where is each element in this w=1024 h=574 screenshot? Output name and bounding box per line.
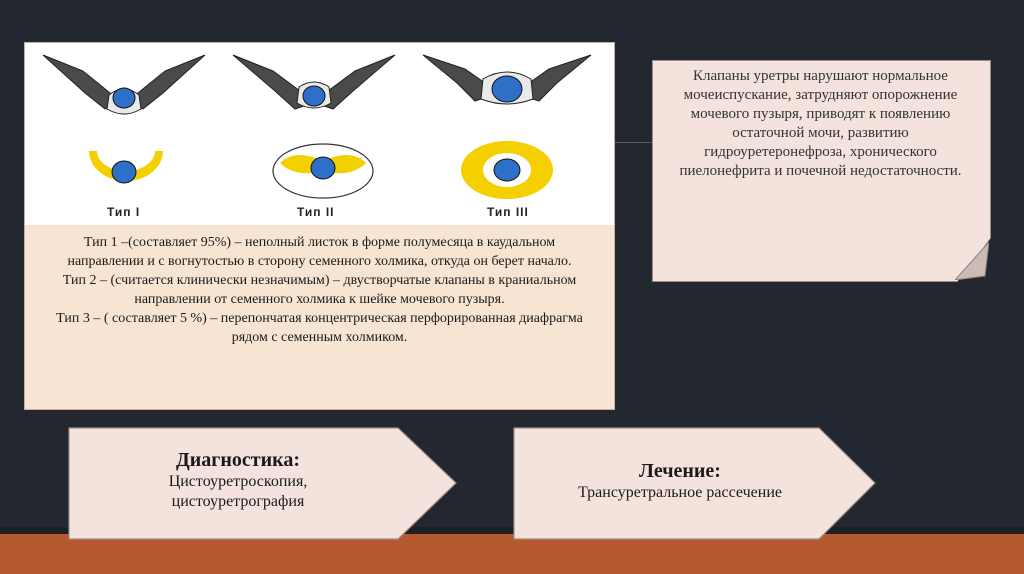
type-2-anatomy xyxy=(233,55,395,109)
valve-types-panel xyxy=(24,42,615,410)
connector-line xyxy=(615,142,657,143)
type-3-description: Тип 3 – ( составляет 5 %) – перепончатая концентрическая перфорированная диафрагма рядом с семенным холмиком. xyxy=(56,311,583,345)
diagnostics-line-1: Цистоуретроскопия, xyxy=(168,473,308,490)
note-text: Клапаны уретры нарушают нормальное мочеиспускание, затрудняют опорожнение мочевого пузыря, приводят к появлению остаточной мочи, развитию гидроуретеронефроза, хронического пиелонефрита и почечной недостаточности. xyxy=(679,68,962,179)
type-3-label: Тип III xyxy=(487,205,529,219)
type-2-cross-section xyxy=(273,144,373,198)
type-1-label: Тип I xyxy=(107,205,141,219)
type-1-cross-section xyxy=(89,145,163,197)
diagnostics-text xyxy=(88,449,388,512)
type-1-anatomy xyxy=(43,55,205,114)
treatment-body: Трансуретральное рассечение xyxy=(578,484,782,501)
valve-types-illustration xyxy=(25,43,614,225)
type-1-description: Тип 1 –(составляет 95%) – неполный листок в форме полумесяца в каудальном направлении и с вогнутостью в сторону семенного холмика, откуда он берет начало. xyxy=(67,235,572,269)
note-folded-corner xyxy=(955,242,989,280)
type-3-anatomy xyxy=(423,55,591,104)
treatment-title: Лечение: xyxy=(639,460,721,482)
diagnostics-line-2: цистоуретрография xyxy=(171,493,305,510)
type-2-description: Тип 2 – (считается клинически незначимым) – двустворчатые клапаны в краниальном направлении от семенного холмика к шейке мочевого пузыря. xyxy=(62,273,577,307)
diagnostics-title: Диагностика: xyxy=(176,449,300,471)
treatment-text xyxy=(525,460,835,503)
type-2-label: Тип II xyxy=(297,205,335,219)
valve-types-description xyxy=(25,233,614,347)
bottom-accent-bar xyxy=(0,534,1024,574)
type-3-cross-section xyxy=(461,141,553,199)
